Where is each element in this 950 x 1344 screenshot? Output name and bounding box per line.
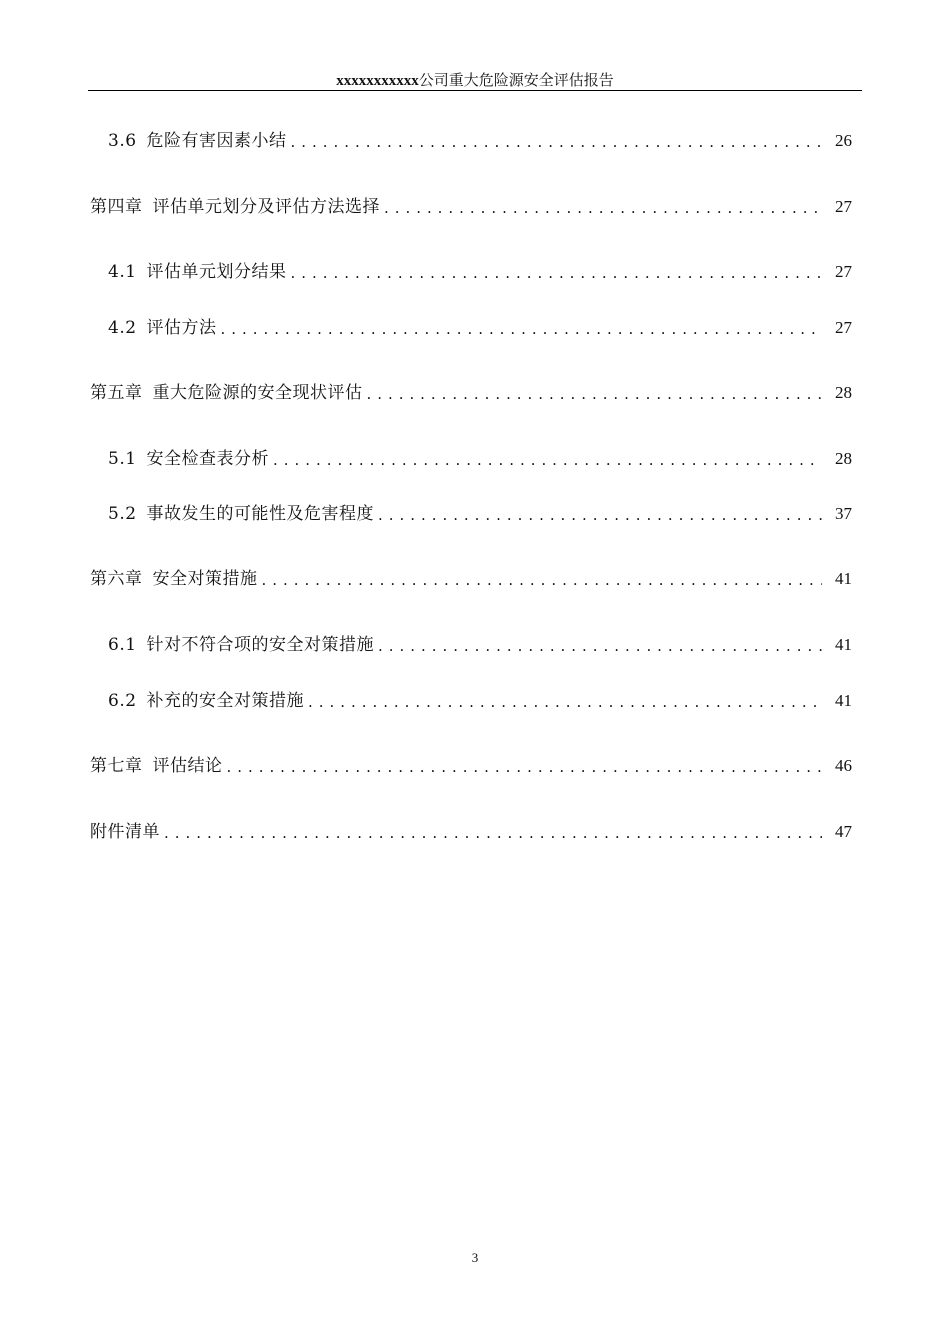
dot-leader [262,567,823,591]
toc-entry-title: 事故发生的可能性及危害程度 [146,504,375,524]
toc-entry-number: 6.2 [108,691,137,711]
dot-leader [164,820,822,844]
toc-entry-number: 第六章 [90,569,143,589]
toc-entry-number: 第四章 [90,197,143,217]
toc-entry-label [90,754,223,778]
toc-entry-label [108,633,374,657]
toc-entry[interactable] [108,633,852,657]
toc-entry-page: 41 [835,635,852,654]
toc-entry-number: 5.1 [108,449,137,469]
toc-entry[interactable] [108,502,852,526]
running-header [88,70,862,91]
toc-entry[interactable] [108,316,852,340]
toc-entry[interactable] [90,567,852,591]
dot-leader [367,381,823,405]
toc-entry-number: 3.6 [108,131,137,151]
dot-leader [308,689,822,713]
toc-entry[interactable] [90,195,852,219]
toc-entry-label [108,689,304,713]
dot-leader [291,129,822,153]
header-report-title: 公司重大危险源安全评估报告 [418,71,614,89]
toc-entry-label [108,316,217,340]
dot-leader [273,447,822,471]
toc-entry-page: 27 [835,262,852,281]
toc-entry[interactable] [108,689,852,713]
toc-entry-title: 评估结论 [152,756,223,776]
toc-entry-title: 危险有害因素小结 [146,131,287,151]
toc-entry-page: 47 [835,822,852,841]
toc-entry-number: 4.1 [108,262,137,282]
toc-entry-page: 26 [835,131,852,150]
toc-entry-page: 28 [835,383,852,402]
toc-entry[interactable] [90,381,852,405]
toc-entry-page: 27 [835,197,852,216]
toc-entry-label [90,195,380,219]
toc-entry-label [108,260,287,284]
toc-entry-label [90,567,258,591]
toc-entry-page: 28 [835,449,852,468]
toc-entry-title: 针对不符合项的安全对策措施 [146,635,375,655]
dot-leader [384,195,822,219]
toc-entry-title: 重大危险源的安全现状评估 [152,383,363,403]
toc-entry-title: 附件清单 [90,822,160,842]
toc-entry[interactable] [108,447,852,471]
toc-entry-title: 评估方法 [146,318,217,338]
header-company-name: xxxxxxxxxxx [336,73,419,89]
dot-leader [227,754,823,778]
toc-entry-title: 安全对策措施 [152,569,258,589]
toc-entry[interactable] [90,754,852,778]
toc-entry-label [90,820,160,844]
dot-leader [221,316,822,340]
toc-entry-label [108,129,287,153]
toc-entry[interactable] [108,260,852,284]
toc-entry-page: 41 [835,691,852,710]
toc-entry-number: 第七章 [90,756,143,776]
toc-entry-title: 评估单元划分及评估方法选择 [152,197,380,217]
page-number: 3 [471,1250,479,1265]
dot-leader [291,260,822,284]
toc-entry[interactable] [90,820,852,844]
toc-entry-label [90,381,363,405]
toc-entry-label [108,502,374,526]
toc-entry-number: 5.2 [108,504,137,524]
toc-entry-number: 第五章 [90,383,143,403]
dot-leader [378,502,822,526]
toc-entry-number: 4.2 [108,318,137,338]
toc-entry[interactable] [108,129,852,153]
toc-entry-title: 补充的安全对策措施 [146,691,305,711]
toc-entry-title: 评估单元划分结果 [146,262,287,282]
toc-entry-label [108,447,269,471]
dot-leader [378,633,822,657]
toc-entry-page: 37 [835,504,852,523]
toc-entry-page: 46 [835,756,852,775]
toc-entry-page: 41 [835,569,852,588]
toc-entry-title: 安全检查表分析 [146,449,270,469]
toc-entry-number: 6.1 [108,635,137,655]
toc-entry-page: 27 [835,318,852,337]
